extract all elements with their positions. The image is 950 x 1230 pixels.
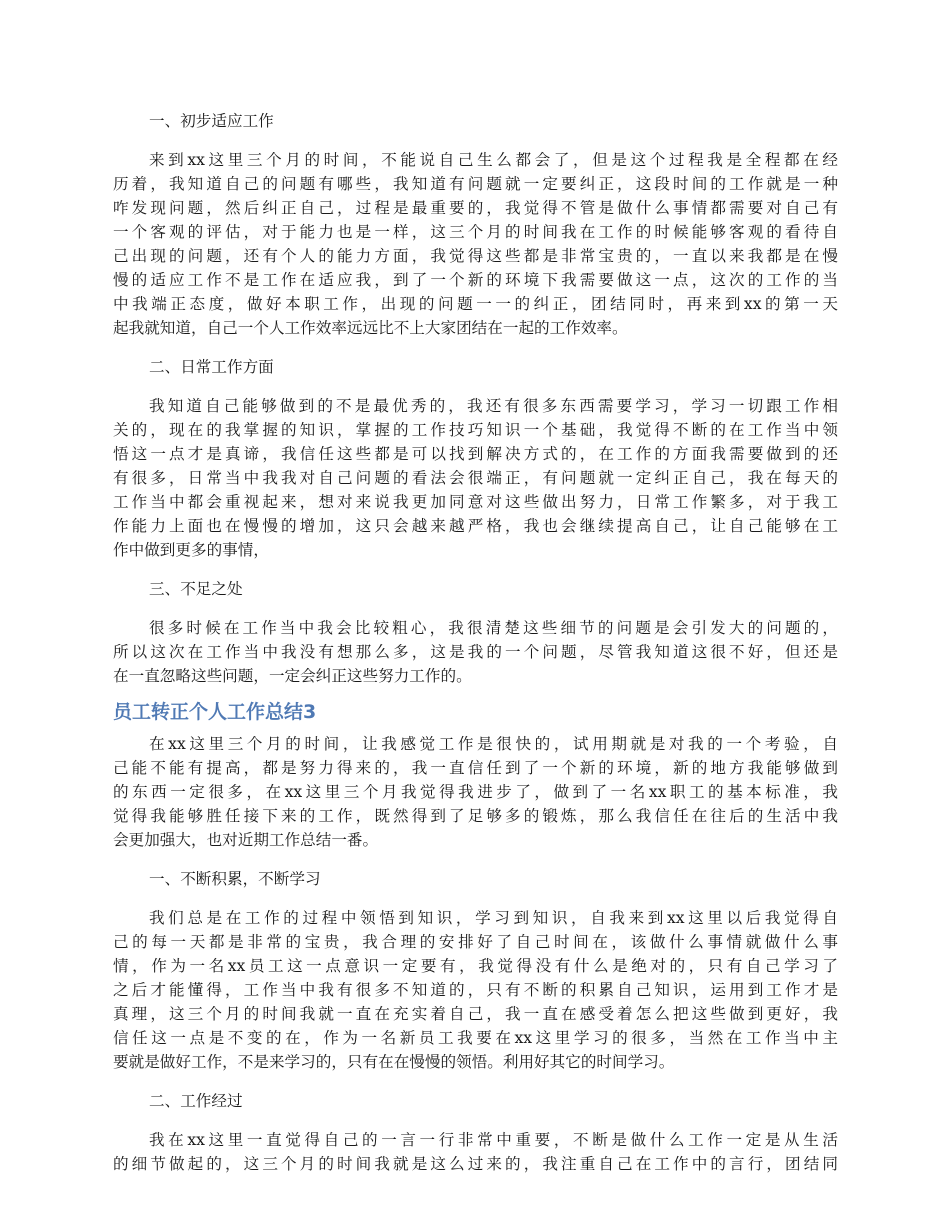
paragraph-line: 有很多，日常当中我我对自己问题的看法会很端正，有问题就一定纠正自己，我在每天的 [113,469,838,487]
paragraph [113,616,838,688]
paragraph [113,1128,838,1176]
paragraph-line: 所以这次在工作当中我没有想那么多，这是我的一个问题，尽管我知道这很不好，但还是 [113,643,838,661]
section-heading: 一、初步适应工作 [149,112,274,130]
paragraph [113,148,838,340]
paragraph [113,906,838,1074]
paragraph-line: 关的，现在的我掌握的知识，掌握的工作技巧知识一个基础，我觉得不断的在工作当中领 [113,421,838,439]
paragraph-line: 咋发现问题，然后纠正自己，过程是最重要的，我觉得不管是做什么事情都需要对自己有 [113,199,838,217]
paragraph-line: 历着，我知道自己的问题有哪些，我知道有问题就一定要纠正，这段时间的工作就是一种 [113,175,838,193]
section-heading: 二、工作经过 [149,1092,243,1110]
paragraph-line: 很多时候在工作当中我会比较粗心，我很清楚这些细节的问题是会引发大的问题的， [149,619,838,637]
paragraph-line: 的细节做起的，这三个月的时间我就是这么过来的，我注重自己在工作中的言行，团结同 [113,1155,838,1173]
paragraph-line: 觉得我能够胜任接下来的工作，既然得到了足够多的锻炼，那么我信任在往后的生活中我 [113,807,838,825]
section-heading: 一、不断积累，不断学习 [149,870,321,888]
document-title: 员工转正个人工作总结3 [113,701,317,723]
paragraph-line: 工作当中都会重视起来，想对来说我更加同意对这些做出努力，日常工作繁多，对于我工 [113,493,838,511]
paragraph-line: 要就是做好工作，不是来学习的，只有在在慢慢的领悟。利用好其它的时间学习。 [113,1053,675,1071]
paragraph-line: 的东西一定很多，在xx这里三个月我觉得我进步了，做到了一名xx职工的基本标准，我 [113,783,838,801]
paragraph-line: 我知道自己能够做到的不是最优秀的，我还有很多东西需要学习，学习一切跟工作相 [149,397,838,415]
section-heading: 三、不足之处 [149,580,243,598]
paragraph-line: 起我就知道，自己一个人工作效率远远比不上大家团结在一起的工作效率。 [113,319,628,337]
paragraph-line: 中我端正态度，做好本职工作，出现的问题一一的纠正，团结同时，再来到xx的第一天 [113,295,838,313]
paragraph-line: 真理，这三个月的时间我就一直在充实着自己，我一直在感受着怎么把这些做到更好，我 [113,1005,838,1023]
paragraph [113,394,838,562]
document-page [113,109,838,1191]
section-heading: 二、日常工作方面 [149,358,274,376]
paragraph-line: 作中做到更多的事情， [113,541,269,559]
paragraph [113,732,838,852]
paragraph-line: 在xx这里三个月的时间，让我感觉工作是很快的，试用期就是对我的一个考验，自 [149,735,838,753]
paragraph-line: 己能不能有提高，都是努力得来的，我一直信任到了一个新的环境，新的地方我能够做到 [113,759,838,777]
paragraph-line: 己的每一天都是非常的宝贵，我合理的安排好了自己时间在，该做什么事情就做什么事 [113,933,838,951]
paragraph-line: 来到xx这里三个月的时间，不能说自己生么都会了，但是这个过程我是全程都在经 [149,151,838,169]
paragraph-line: 之后才能懂得，工作当中我有很多不知道的，只有不断的积累自己知识，运用到工作才是 [113,981,838,999]
paragraph-line: 我在xx这里一直觉得自己的一言一行非常中重要，不断是做什么工作一定是从生活 [149,1131,838,1149]
paragraph-line: 作能力上面也在慢慢的增加，这只会越来越严格，我也会继续提高自己，让自己能够在工 [113,517,838,535]
paragraph-line: 在一直忽略这些问题，一定会纠正这些努力工作的。 [113,667,472,685]
paragraph-line: 信任这一点是不变的在，作为一名新员工我要在xx这里学习的很多，当然在工作当中主 [113,1029,838,1047]
paragraph-line: 会更加强大，也对近期工作总结一番。 [113,831,379,849]
paragraph-line: 我们总是在工作的过程中领悟到知识，学习到知识，自我来到xx这里以后我觉得自 [149,909,838,927]
paragraph-line: 一个客观的评估，对于能力也是一样，这三个月的时间我在工作的时候能够客观的看待自 [113,223,838,241]
paragraph-line: 情，作为一名xx员工这一点意识一定要有，我觉得没有什么是绝对的，只有自己学习了 [113,957,838,975]
paragraph-line: 悟这一点才是真谛，我信任这些都是可以找到解决方式的，在工作的方面我需要做到的还 [113,445,838,463]
paragraph-line: 己出现的问题，还有个人的能力方面，我觉得这些都是非常宝贵的，一直以来我都是在慢 [113,247,838,265]
paragraph-line: 慢的适应工作不是工作在适应我，到了一个新的环境下我需要做这一点，这次的工作的当 [113,271,838,289]
